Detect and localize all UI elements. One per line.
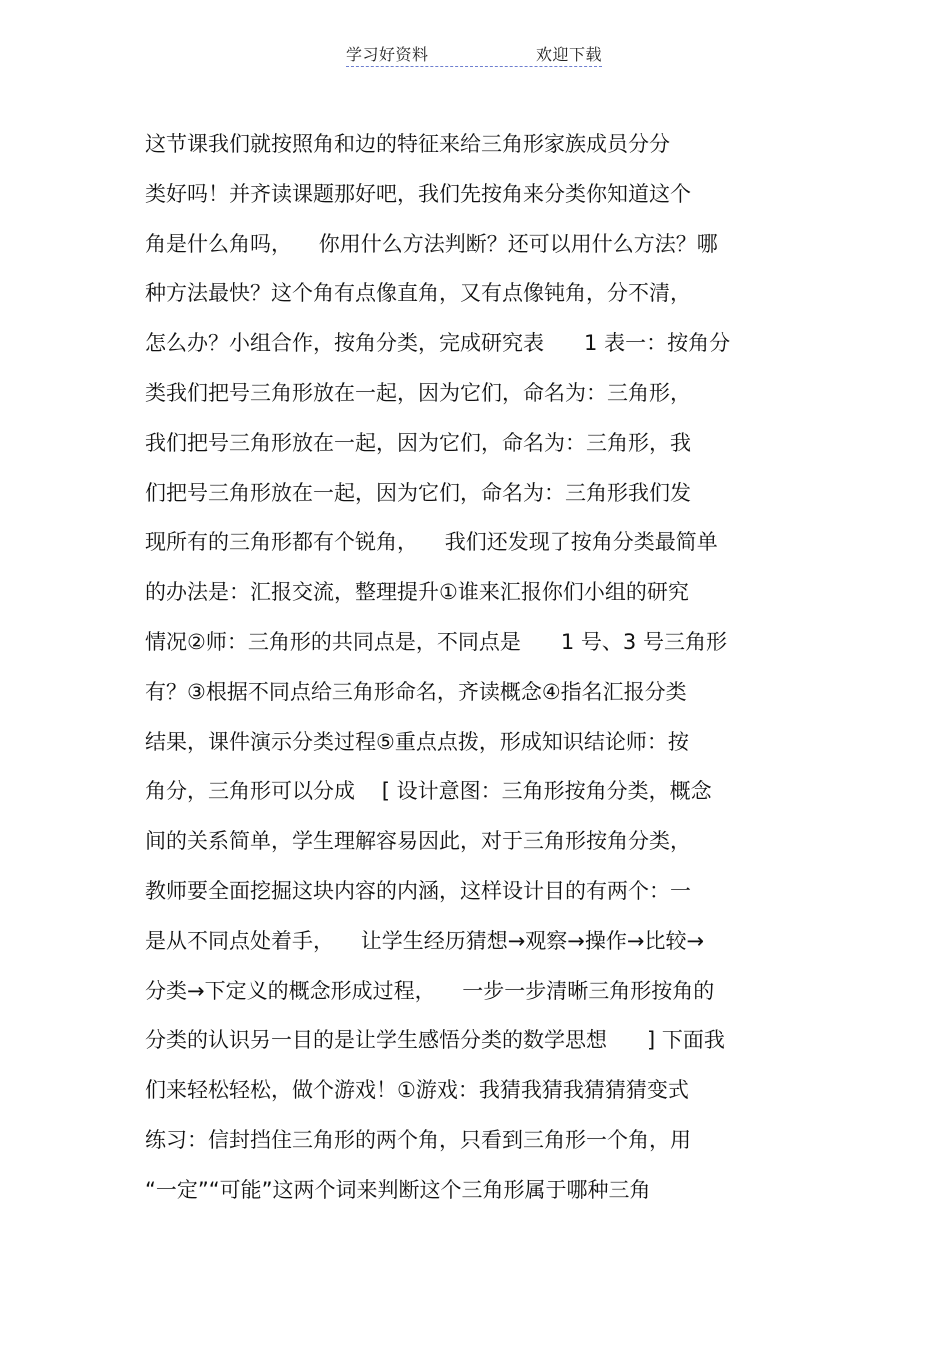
text-line: 类我们把号三角形放在一起，因为它们，命名为：三角形， [145, 380, 691, 405]
header-left-text: 学习好资料 [346, 45, 429, 64]
text-line: 角分，三角形可以分成 [ 设计意图：三角形按角分类，概念 [145, 779, 712, 804]
text-line: 现所有的三角形都有个锐角， 我们还发现了按角分类最简单 [145, 530, 718, 555]
text-line: 怎么办？小组合作，按角分类，完成研究表 1 表一：按角分 [145, 331, 731, 356]
text-line: 练习：信封挡住三角形的两个角，只看到三角形一个角，用 [145, 1127, 691, 1152]
text-line: 有？③根据不同点给三角形命名，齐读概念④指名汇报分类 [145, 679, 687, 704]
text-line: 这节课我们就按照角和边的特征来给三角形家族成员分分 [145, 132, 670, 156]
page-header [346, 42, 602, 67]
text-line: 分类→下定义的概念形成过程， 一步一步清晰三角形按角的 [145, 978, 715, 1003]
text-line: 类好吗！并齐读课题那好吧，我们先按角来分类你知道这个 [145, 181, 691, 206]
text-line: 教师要全面挖掘这块内容的内涵，这样设计目的有两个：一 [145, 878, 691, 903]
text-line: 我们把号三角形放在一起，因为它们，命名为：三角形，我 [145, 430, 691, 455]
text-line: 间的关系简单，学生理解容易因此，对于三角形按角分类， [145, 829, 691, 854]
text-line: 们把号三角形放在一起，因为它们，命名为：三角形我们发 [145, 480, 691, 505]
text-line: 是从不同点处着手， 让学生经历猜想→观察→操作→比较→ [145, 928, 705, 953]
text-line: 结果，课件演示分类过程⑤重点点拨，形成知识结论师：按 [145, 729, 689, 754]
text-line: 情况②师：三角形的共同点是，不同点是 1 号、3 号三角形 [145, 629, 727, 654]
header-right-text: 欢迎下载 [535, 45, 602, 64]
text-line: 的办法是：汇报交流，整理提升①谁来汇报你们小组的研究 [145, 580, 689, 605]
text-line: 分类的认识另一目的是让学生感悟分类的数学思想 ] 下面我 [145, 1028, 725, 1053]
text-line: 们来轻松轻松，做个游戏！①游戏：我猜我猜我猜猜猜变式 [145, 1078, 689, 1103]
text-line: “一定”“可能”这两个词来判断这个三角形属于哪种三角 [145, 1177, 651, 1202]
text-line: 角是什么角吗， 你用什么方法判断？还可以用什么方法？哪 [145, 231, 718, 256]
text-line: 种方法最快？这个角有点像直角，又有点像钝角，分不清， [145, 281, 691, 306]
body-text [145, 120, 825, 1216]
